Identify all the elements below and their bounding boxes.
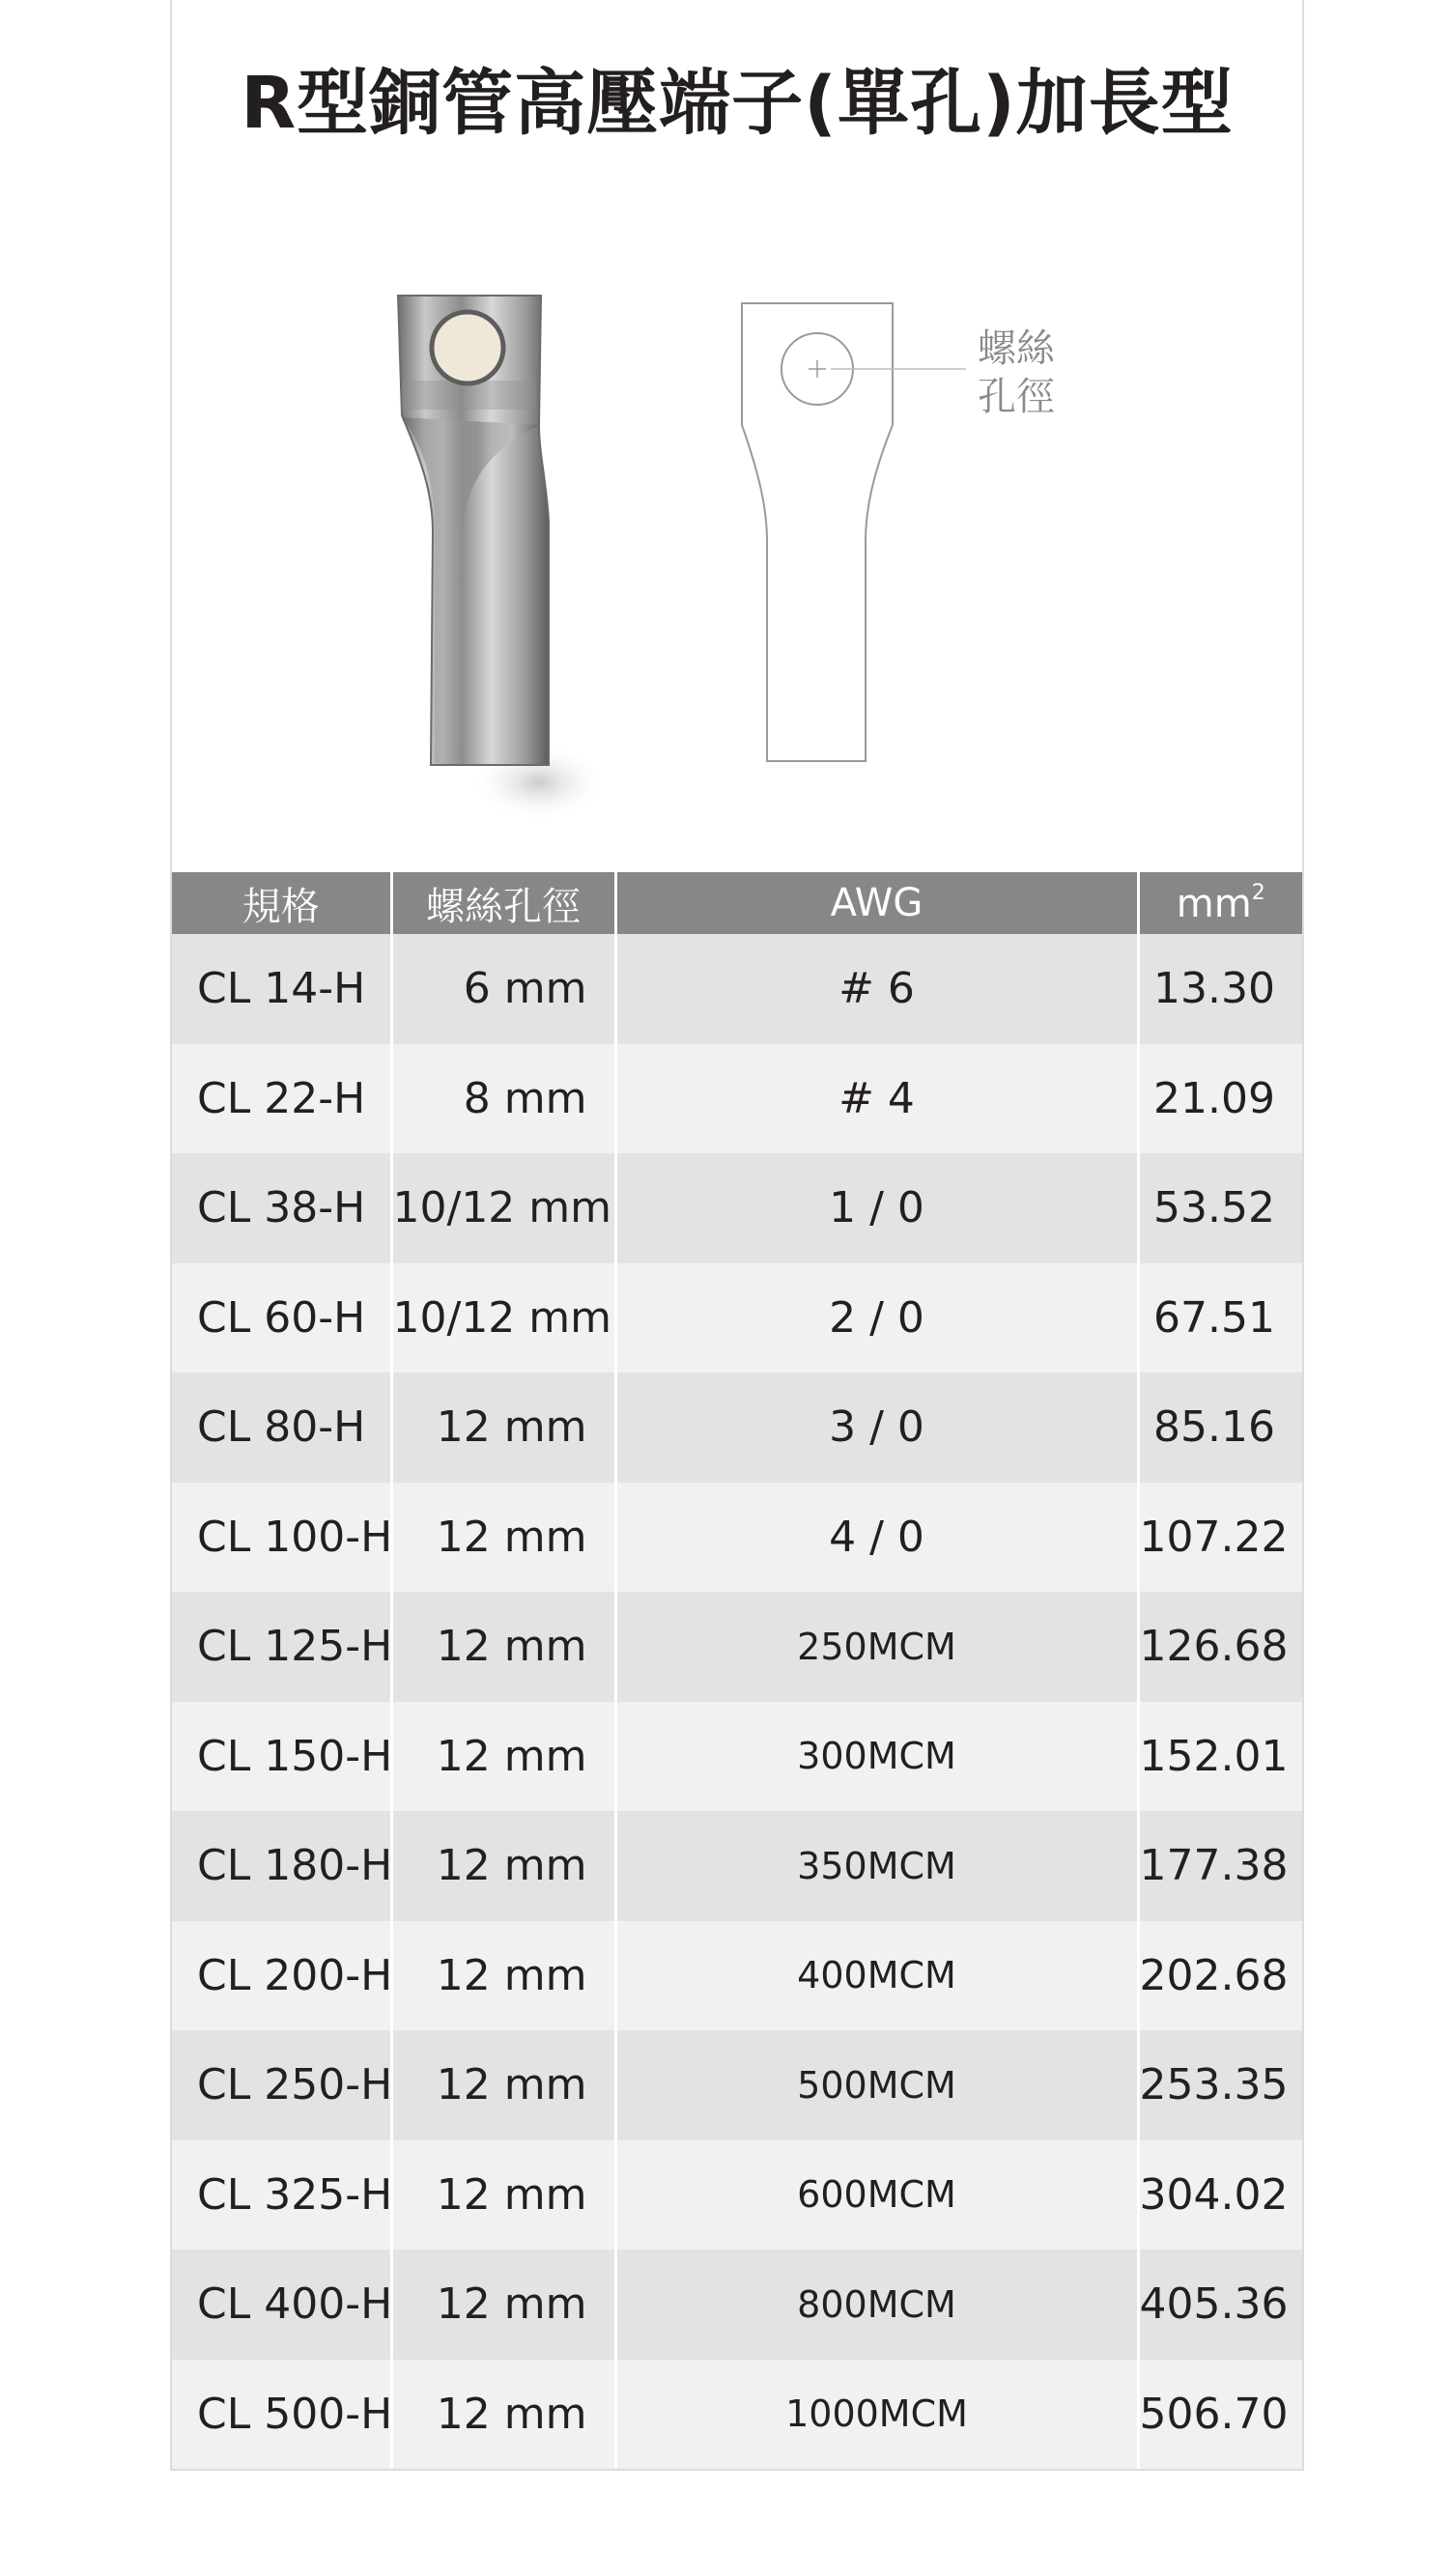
- awg-cell: 4 / 0: [615, 1483, 1138, 1593]
- header-screw-hole: 螺絲孔徑: [391, 872, 615, 934]
- awg-cell: 2 / 0: [615, 1263, 1138, 1373]
- screw-hole-cell: 10/12 mm: [391, 1153, 615, 1263]
- awg-cell: 400MCM: [615, 1921, 1138, 2031]
- mm2-cell: 126.68: [1138, 1592, 1302, 1702]
- product-figure: [172, 280, 1302, 860]
- product-sheet: [170, 0, 1304, 2471]
- table-row: [172, 1921, 1302, 2031]
- table-row: [172, 1811, 1302, 1921]
- model-cell: CL 500-H: [172, 2360, 391, 2470]
- screw-hole-cell: 12 mm: [391, 1811, 615, 1921]
- screw-hole-cell: 12 mm: [391, 1702, 615, 1812]
- screw-hole-cell: 12 mm: [391, 2250, 615, 2360]
- mm2-cell: 202.68: [1138, 1921, 1302, 2031]
- terminal-lug-photo: [394, 290, 607, 831]
- mm2-cell: 304.02: [1138, 2140, 1302, 2250]
- mm2-cell: 85.16: [1138, 1373, 1302, 1483]
- table-row: [172, 1483, 1302, 1593]
- header-mm2: [1138, 872, 1302, 934]
- header-awg: AWG: [615, 872, 1138, 934]
- mm2-cell: 67.51: [1138, 1263, 1302, 1373]
- model-cell: CL 38-H: [172, 1153, 391, 1263]
- header-mm2-unit: mm: [1176, 881, 1252, 926]
- awg-cell: 800MCM: [615, 2250, 1138, 2360]
- table-row: [172, 1153, 1302, 1263]
- table-row: [172, 1592, 1302, 1702]
- screw-hole-cell: 12 mm: [391, 2140, 615, 2250]
- table-row: [172, 2360, 1302, 2470]
- model-cell: CL 60-H: [172, 1263, 391, 1373]
- awg-cell: 3 / 0: [615, 1373, 1138, 1483]
- model-cell: CL 100-H: [172, 1483, 391, 1593]
- awg-cell: 250MCM: [615, 1592, 1138, 1702]
- awg-cell: 1 / 0: [615, 1153, 1138, 1263]
- model-cell: CL 22-H: [172, 1044, 391, 1154]
- awg-cell: 300MCM: [615, 1702, 1138, 1812]
- model-cell: CL 150-H: [172, 1702, 391, 1812]
- mm2-cell: 13.30: [1138, 934, 1302, 1044]
- screw-hole-callout: 螺絲 孔徑: [978, 326, 1055, 419]
- table-row: [172, 2250, 1302, 2360]
- mm2-cell: 21.09: [1138, 1044, 1302, 1154]
- model-cell: CL 250-H: [172, 2030, 391, 2140]
- table-header-row: [172, 872, 1302, 934]
- screw-hole-cell: 8 mm: [391, 1044, 615, 1154]
- table-row: [172, 934, 1302, 1044]
- table-body: [172, 934, 1302, 2469]
- screw-hole-cell: 12 mm: [391, 1483, 615, 1593]
- mm2-cell: 253.35: [1138, 2030, 1302, 2140]
- table-row: [172, 1263, 1302, 1373]
- awg-cell: # 6: [615, 934, 1138, 1044]
- model-cell: CL 80-H: [172, 1373, 391, 1483]
- spec-table: [172, 872, 1302, 2469]
- header-model: 規格: [172, 872, 391, 934]
- model-cell: CL 325-H: [172, 2140, 391, 2250]
- awg-cell: 500MCM: [615, 2030, 1138, 2140]
- table-row: [172, 1373, 1302, 1483]
- header-mm2-exponent: 2: [1251, 880, 1265, 905]
- screw-hole-cell: 12 mm: [391, 1921, 615, 2031]
- table-row: [172, 2140, 1302, 2250]
- mm2-cell: 177.38: [1138, 1811, 1302, 1921]
- screw-hole-cell: 6 mm: [391, 934, 615, 1044]
- screw-hole-cell: 12 mm: [391, 2030, 615, 2140]
- awg-cell: # 4: [615, 1044, 1138, 1154]
- terminal-lug-diagram: [723, 299, 1167, 792]
- table-row: [172, 1044, 1302, 1154]
- model-cell: CL 14-H: [172, 934, 391, 1044]
- awg-cell: 600MCM: [615, 2140, 1138, 2250]
- screw-hole-cell: 10/12 mm: [391, 1263, 615, 1373]
- mm2-cell: 107.22: [1138, 1483, 1302, 1593]
- mm2-cell: 53.52: [1138, 1153, 1302, 1263]
- mm2-cell: 152.01: [1138, 1702, 1302, 1812]
- mm2-cell: 506.70: [1138, 2360, 1302, 2470]
- mm2-cell: 405.36: [1138, 2250, 1302, 2360]
- screw-hole-cell: 12 mm: [391, 2360, 615, 2470]
- table-row: [172, 2030, 1302, 2140]
- awg-cell: 1000MCM: [615, 2360, 1138, 2470]
- awg-cell: 350MCM: [615, 1811, 1138, 1921]
- model-cell: CL 200-H: [172, 1921, 391, 2031]
- page-title: R型銅管高壓端子(單孔)加長型: [241, 62, 1234, 145]
- model-cell: CL 180-H: [172, 1811, 391, 1921]
- model-cell: CL 400-H: [172, 2250, 391, 2360]
- table-row: [172, 1702, 1302, 1812]
- screw-hole-cell: 12 mm: [391, 1373, 615, 1483]
- screw-hole-cell: 12 mm: [391, 1592, 615, 1702]
- model-cell: CL 125-H: [172, 1592, 391, 1702]
